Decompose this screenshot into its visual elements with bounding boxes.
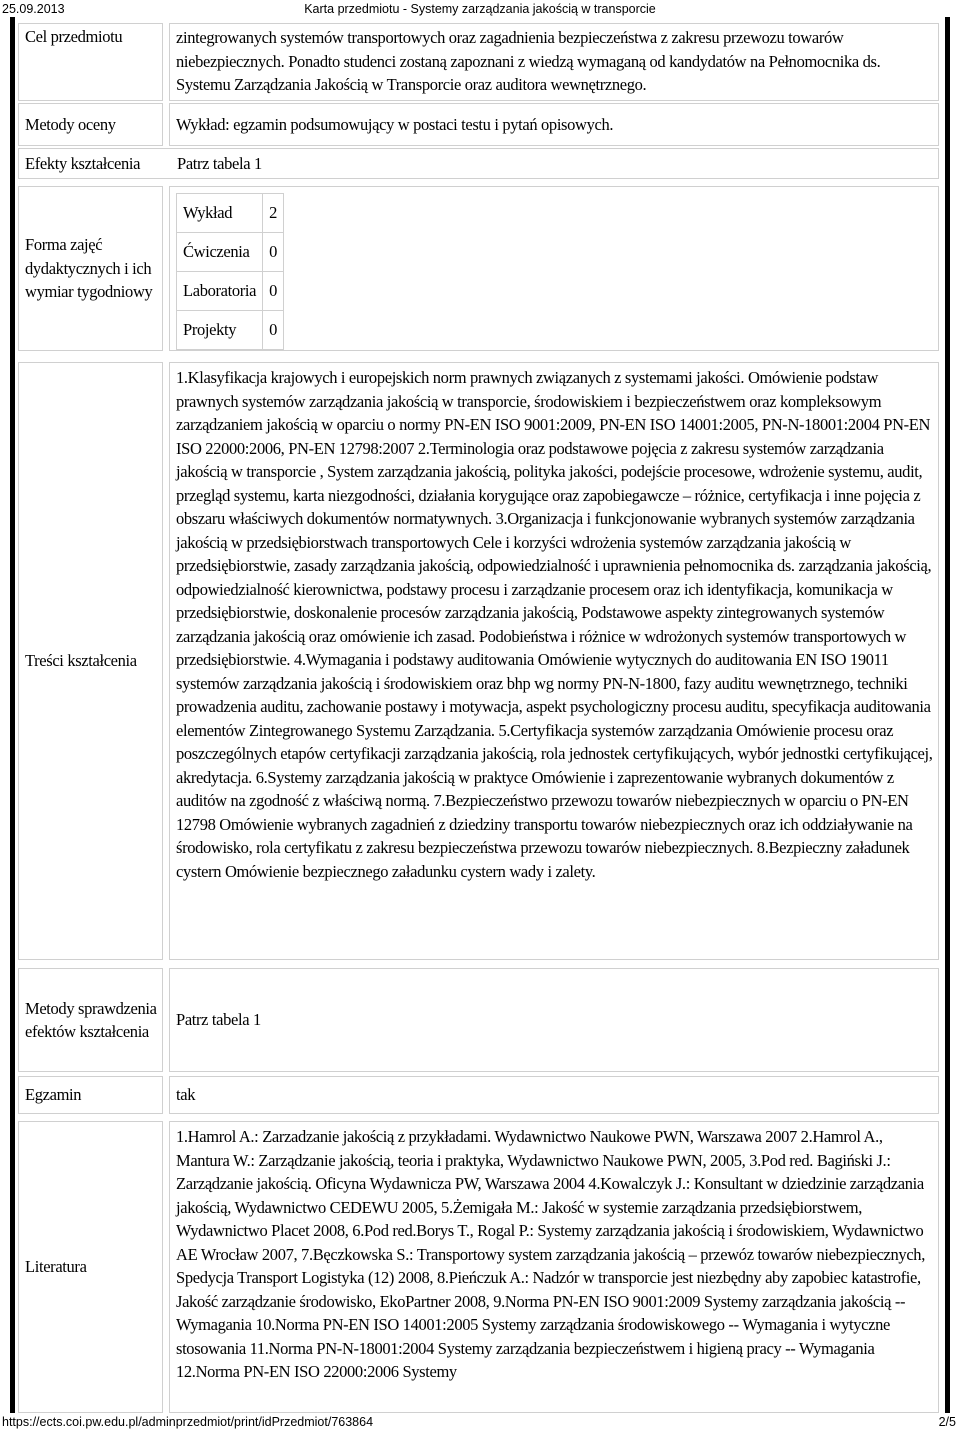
value-cel-przedmiotu: zintegrowanych systemów transportowych oraz zagadnienia bezpieczeństwa z zakresu przewozu towarów niebezpiecznych. Ponadto studenci zostaną zapoznani z wiedzą wymaganą od kandydatów na Pełnomocnika ds. Systemu Zarządzania Jakością w Transporcie oraz auditora wewnętrznego. [169,23,939,101]
label-efekty-ksztalcenia: Efekty kształcenia [25,153,141,173]
class-hours: 0 [263,233,284,272]
class-hours: 0 [263,311,284,350]
value-egzamin: tak [169,1076,939,1114]
hours-row [177,194,284,233]
class-hours: 2 [263,194,284,233]
value-forma-zajec [169,186,939,351]
label-metody-sprawdzenia: Metody sprawdzenia efektów kształcenia [18,968,163,1072]
label-egzamin: Egzamin [18,1076,163,1114]
value-metody-sprawdzenia: Patrz tabela 1 [169,968,939,1072]
value-tresci-ksztalcenia: 1.Klasyfikacja krajowych i europejskich norm prawnych związanych z systemami jakości. Omówienie podstaw prawnych systemów zarządzania jakością w transporcie, środowiskiem i bezpieczeństwem oraz kompleksowym zarządzaniem jakością w oparciu o normy PN-EN ISO 9001:2009, PN-EN ISO 14001:2005, PN-N-18001:2004 PN-EN ISO 22000:2006, PN-EN 12798:2007 2.Terminologia oraz podstawowe pojęcia z zakresu systemów zarządzania jakością w transporcie , System zarządzania jakością, polityka jakości, podejście procesowe, wdrożenie systemu, audit, przegląd systemu, karta niezgodności, działania korygujące oraz zapobiegawcze – różnice, certyfikacja i inne pojęcia z obszaru właściwych dokumentów normatywnych. 3.Organizacja i funkcjonowanie wybranych systemów zarządzania jakością w przedsiębiorstwach transportowych Cele i korzyści wdrożenia systemów zarządzania jakością w przedsiębiorstwie, zasady zarządzania jakością, odpowiedzialność i uprawnienia pełnomocnika ds. zarządzania jakością, odpowiedzialność kierownictwa, podstawy procesu i zarządzanie procesem oraz ich identyfikacja, komunikacja w przedsiębiorstwie, doskonalenie procesów zarządzania jakością, Podstawowe aspekty zintegrowanych systemów zarządzania jakością oraz omówienie ich zasad. Podobieństwa i różnice w wdrożonych systemów transportowych w przedsiębiorstwie. 4.Wymagania i podstawy auditowania Omówienie wytycznych do auditowania EN ISO 19011 systemów zarządzania jakością i środowiskiem oraz bhp wg normy PN-N-1800, fazy auditu wewnętrznego, techniki prowadzenia auditu, zachowanie postawy i motywacja, aspekt psychologiczny procesu auditu, specyfikacja auditowania elementów Zintegrowanego Systemu Zarządzania. 5.Certyfikacja systemów zarządzania Omówienie procesu oraz poszczególnych etapów certyfikacji zarządzania jakością, rola jednostek certyfikujących, wybór jednostki certyfikującej, akredytacja. 6.Systemy zarządzania jakością w praktyce Omówienie i zaprezentowanie wybranych dokumentów z auditów na zgodność z właściwą normą. 7.Bezpieczeństwo przewozu towarów niebezpiecznych w oparciu o PN-EN 12798 Omówienie wybranych zagadnień z dziedziny transportu towarów niebezpiecznych oraz ich oddziaływanie na środowisko, rola certyfikatu z zakresu bezpieczeństwa przewozu towarów niebezpiecznych. 8.Bezpieczny załadunek cystern Omówienie bezpiecznego załadunku cystern wady i zalety. [169,362,939,960]
print-header [0,0,960,18]
class-type: Laboratoria [177,272,263,311]
label-forma-zajec: Forma zajęć dydaktycznych i ich wymiar tygodniowy [18,186,163,351]
print-date: 25.09.2013 [2,2,65,16]
page-url: https://ects.coi.pw.edu.pl/adminprzedmiot/print/idPrzedmiot/763864 [2,1415,374,1429]
hours-row [177,311,284,350]
label-cel-przedmiotu: Cel przedmiotu [18,23,163,101]
hours-table [176,193,284,350]
hours-row [177,272,284,311]
class-type: Projekty [177,311,263,350]
print-footer [0,1414,960,1432]
value-literatura: 1.Hamrol A.: Zarzadzanie jakością z przykładami. Wydawnictwo Naukowe PWN, Warszawa 2007 2.Hamrol A., Mantura W.: Zarządzanie jakością, teoria i praktyka, Wydawnictwo Naukowe PWN, 2005, 3.Pod red. Bagiński J.: Zarządzanie jakością. Oficyna Wydawnicza PW, Warszawa 2004 4.Kowalczyk J.: Konsultant w dziedzinie zarządzania jakością, Wydawnictwo CEDEWU 2005, 5.Żemigała M.: Jakość w systemie zarządzania przedsiębiorstwem, Wydawnictwo Placet 2008, 6.Pod red.Borys T., Rogal P.: Systemy zarządzania jakością i środowiskiem, Wydawnictwo AE Wrocław 2007, 7.Bęczkowska S.: Transportowy system zarządzania jakością – przewóz towarów niebezpiecznych, Spedycja Transport Logistyka (12) 2008, 8.Pieńczuk A.: Nadzór w transporcie jest niezbędny aby zapobiec katastrofie, Jakość zarządzanie środowisko, EkoPartner 2008, 9.Norma PN-EN ISO 9001:2009 Systemy zarządzania jakością -- Wymagania 10.Norma PN-EN ISO 14001:2005 Systemy zarządzania środowiskowego -- Wymagania i wytyczne stosowania 11.Norma PN-N-18001:2004 Systemy zarządzania bezpieczeństwem i higieną pracy -- Wymagania 12.Norma PN-EN ISO 22000:2006 Systemy [169,1121,939,1413]
class-type: Ćwiczenia [177,233,263,272]
page-number: 2/5 [938,1415,956,1429]
value-efekty-ksztalcenia: Patrz tabela 1 [177,153,262,173]
label-tresci-ksztalcenia: Treści kształcenia [18,362,163,960]
hours-row [177,233,284,272]
label-literatura: Literatura [18,1121,163,1413]
row-efekty-ksztalcenia [18,148,939,179]
class-hours: 0 [263,272,284,311]
label-metody-oceny: Metody oceny [18,103,163,146]
value-metody-oceny: Wykład: egzamin podsumowujący w postaci testu i pytań opisowych. [169,103,939,146]
document-title: Karta przedmiotu - Systemy zarządzania jakością w transporcie [304,2,656,16]
class-type: Wykład [177,194,263,233]
